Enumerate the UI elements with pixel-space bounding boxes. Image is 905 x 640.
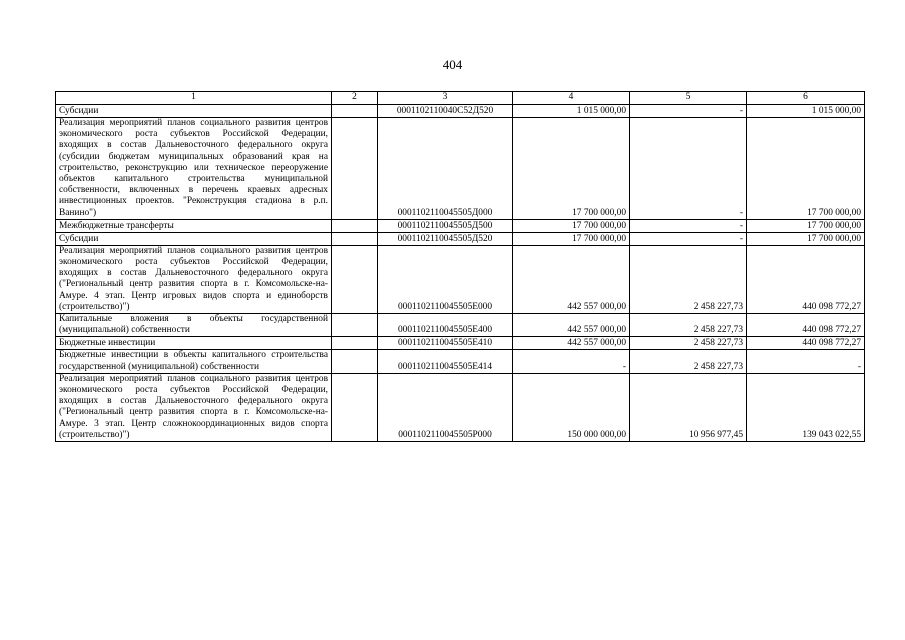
row-col6: 440 098 772,27 [747,245,865,313]
row-col6: 440 098 772,27 [747,314,865,337]
table-row [56,245,865,313]
table-row [56,105,865,118]
row-col4: 17 700 000,00 [513,219,630,232]
row-col4: 442 557 000,00 [513,314,630,337]
row-code: 0001102110045505Д000 [378,118,513,220]
table-row [56,350,865,373]
row-name: Капитальные вложения в объекты государственной (муниципальной) собственности [56,314,332,337]
row-code: 0001102110045505Е410 [378,337,513,350]
page-number: 404 [442,57,463,72]
row-col6: 17 700 000,00 [747,118,865,220]
column-header: 2 [332,92,378,105]
column-header: 1 [56,92,332,105]
row-code: 0001102110045505Д500 [378,219,513,232]
row-col5: 10 956 977,45 [630,373,747,441]
row-col2 [332,219,378,232]
row-col6: 1 015 000,00 [747,105,865,118]
row-col4: 17 700 000,00 [513,232,630,245]
table-row [56,373,865,441]
row-col2 [332,337,378,350]
row-col5: 2 458 227,73 [630,350,747,373]
row-col2 [332,105,378,118]
row-name: Реализация мероприятий планов социального развития центров экономического роста субъектов Российской Федерации, входящих в состав Дальневосточного федерального округа ("Региональный центр развития спорта в г. Комсомольске-на-Амуре. 3 этап. Центр сложнокоординационных видов спорта (строительство)") [56,373,332,441]
row-col2 [332,232,378,245]
row-name: Реализация мероприятий планов социального развития центров экономического роста субъектов Российской Федерации, входящих в состав Дальневосточного федерального округа (субсидии бюджетам муниципальных образований края на строительство, реконструкцию или техническое переоружение объектов капитального строительства муниципальной собственности, включенных в перечень краевых адресных инвестиционных проектов. "Реконструкция стадиона в р.п. Ванино") [56,118,332,220]
row-col6: 17 700 000,00 [747,219,865,232]
table-row [56,118,865,220]
row-col2 [332,314,378,337]
row-col2 [332,350,378,373]
row-col6: 139 043 022,55 [747,373,865,441]
row-col6: 17 700 000,00 [747,232,865,245]
table-header-row [56,92,865,105]
table-row [56,232,865,245]
row-col5: 2 458 227,73 [630,337,747,350]
row-code: 0001102110045505Е000 [378,245,513,313]
row-col5: - [630,118,747,220]
budget-table [55,91,865,442]
row-col4: 442 557 000,00 [513,245,630,313]
row-col4: 150 000 000,00 [513,373,630,441]
column-header: 3 [378,92,513,105]
row-code: 0001102110045505Д520 [378,232,513,245]
row-col6: 440 098 772,27 [747,337,865,350]
row-col4: 1 015 000,00 [513,105,630,118]
row-col2 [332,373,378,441]
row-col6: - [747,350,865,373]
row-col5: 2 458 227,73 [630,314,747,337]
column-header: 4 [513,92,630,105]
row-code: 0001102110045505Е414 [378,350,513,373]
row-name: Бюджетные инвестиции [56,337,332,350]
row-col2 [332,245,378,313]
column-header: 5 [630,92,747,105]
row-name: Субсидии [56,232,332,245]
row-col5: - [630,219,747,232]
row-col5: - [630,105,747,118]
row-col4: 442 557 000,00 [513,337,630,350]
row-name: Субсидии [56,105,332,118]
row-code: 0001102110045505Р000 [378,373,513,441]
row-code: 0001102110045505Е400 [378,314,513,337]
table-row [56,314,865,337]
row-col2 [332,118,378,220]
row-name: Межбюджетные трансферты [56,219,332,232]
table-row [56,337,865,350]
row-code: 0001102110040С52Д520 [378,105,513,118]
row-name: Реализация мероприятий планов социального развития центров экономического роста субъектов Российской Федерации, входящих в состав Дальневосточного федерального округа ("Региональный центр развития спорта в г. Комсомольске-на-Амуре. 4 этап. Центр игровых видов спорта и единоборств (строительство)") [56,245,332,313]
row-col4: - [513,350,630,373]
row-col5: - [630,232,747,245]
column-header: 6 [747,92,865,105]
row-col4: 17 700 000,00 [513,118,630,220]
row-name: Бюджетные инвестиции в объекты капитального строительства государственной (муниципальной) собственности [56,350,332,373]
table-row [56,219,865,232]
row-col5: 2 458 227,73 [630,245,747,313]
